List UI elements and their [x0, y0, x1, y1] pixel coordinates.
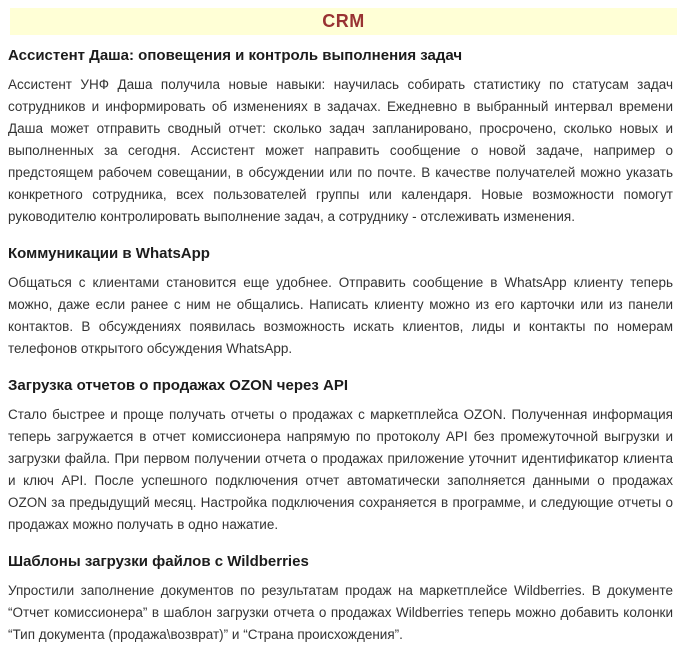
section-wildberries	[8, 552, 673, 646]
section-dasha-assistant	[8, 46, 673, 228]
section-body-dasha-assistant: Ассистент УНФ Даша получила новые навыки: научилась собирать статистику по статусам задач сотрудников и информировать об изменениях в задачах. Ежедневно в выбранный интервал времени Даша может отправить сводный отчет: сколько задач запланировано, просрочено, сколько новых и выполненных за сегодня. Ассистент может направить сообщение о новой задаче, например о предстоящем рабочем совещании, в обсуждении или по почте. В качестве получателей можно указать конкретного сотрудника, всех пользователей группы или календаря. Новые возможности помогут руководителю контролировать выполнение задач, а сотруднику - отслеживать изменения.	[8, 77, 673, 224]
release-notes-content	[0, 46, 683, 646]
section-heading-wildberries: Шаблоны загрузки файлов с Wildberries	[8, 553, 309, 570]
section-heading-dasha-assistant: Ассистент Даша: оповещения и контроль выполнения задач	[8, 47, 463, 64]
section-body-ozon-api: Стало быстрее и проще получать отчеты о продажах с маркетплейса OZON. Полученная информация теперь загружается в отчет комиссионера напрямую по протоколу API без промежуточной выгрузки и загрузки файла. При первом получении отчета о продажах приложение уточнит идентификатор клиента и ключ API. После успешного подключения отчет автоматически заполняется данными о продажах OZON за предыдущий месяц. Настройка подключения сохраняется в программе, и следующие отчеты о продажах можно получать в одно нажатие.	[8, 407, 673, 532]
section-heading-ozon-api: Загрузка отчетов о продажах OZON через API	[8, 377, 348, 394]
release-notes-page	[0, 8, 683, 642]
section-body-wildberries: Упростили заполнение документов по результатам продаж на маркетплейсе Wildberries. В документе “Отчет комиссионера” в шаблон загрузки отчета о продажах Wildberries теперь можно добавить колонки “Тип документа (продажа\возврат)” и “Страна происхождения”.	[8, 583, 673, 642]
crm-header-banner	[10, 8, 677, 35]
section-whatsapp	[8, 244, 673, 360]
section-ozon-api	[8, 376, 673, 536]
section-heading-whatsapp: Коммуникации в WhatsApp	[8, 245, 210, 262]
section-body-whatsapp: Общаться с клиентами становится еще удобнее. Отправить сообщение в WhatsApp клиенту теперь можно, даже если ранее с ним не общались. Написать клиенту можно из его карточки или из панели контактов. В обсуждениях появилась возможность искать клиентов, лиды и контакты по номерам телефонов открытого обсуждения WhatsApp.	[8, 275, 673, 356]
page-title: CRM	[322, 11, 365, 31]
